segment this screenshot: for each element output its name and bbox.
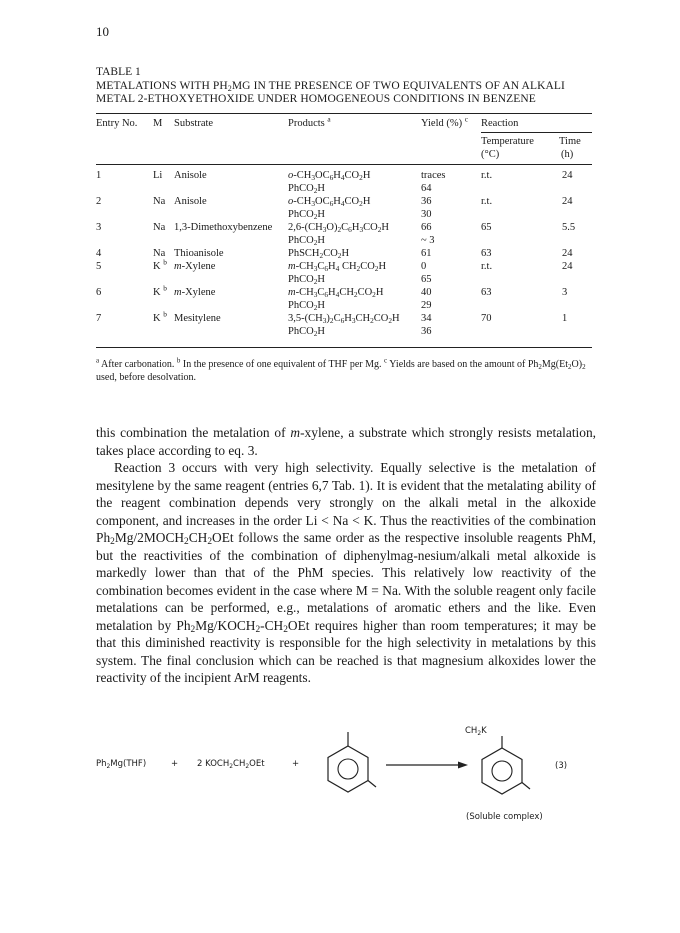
cell-yield: 40: [421, 287, 432, 298]
eq-product-substituent: $CH_2K$: [465, 726, 487, 737]
cell-substrate: 1,3-Dimethoxybenzene: [174, 222, 273, 233]
cell-m: Li: [153, 170, 163, 181]
cell-substrate: Mesitylene: [174, 313, 221, 324]
table-bottom-rule: [96, 347, 592, 348]
header-temperature: Temperature: [481, 136, 534, 147]
cell-substrate: Thioanisole: [174, 248, 224, 259]
cell-yield: 29: [421, 300, 432, 311]
cell-m: Na: [153, 222, 166, 233]
header-time: Time: [559, 136, 581, 147]
cell-temperature: 65: [481, 222, 492, 233]
cell-time: 24: [562, 196, 573, 207]
cell-yield: 30: [421, 209, 432, 220]
eq-reagent-2: 2 $KOCH_2CH_2OEt$: [197, 759, 265, 770]
paragraph-1: this combination the metalation of m-xylene, a substrate which strongly resists metalation, takes place according to eq. 3.: [96, 425, 597, 458]
cell-product: PhCO$_2$H: [288, 209, 325, 221]
header-reaction: Reaction: [481, 118, 519, 129]
cell-yield: 0: [421, 261, 427, 272]
header-time-unit: (h): [561, 149, 574, 160]
cell-product: PhCO$_2$H: [288, 235, 325, 247]
cell-m: K $^b$: [153, 257, 167, 272]
cell-entry: 7: [96, 313, 102, 324]
cell-time: 24: [562, 170, 573, 181]
cell-time: 24: [562, 248, 573, 259]
header-temperature-unit: (°C): [481, 149, 500, 160]
cell-entry: 5: [96, 261, 102, 272]
cell-product: $o-CH_3OC_6H_4CO_2H$: [288, 196, 371, 208]
cell-product: PhCO$_2$H: [288, 300, 325, 312]
cell-entry: 1: [96, 170, 102, 181]
page-number: 10: [96, 24, 109, 39]
cell-yield: 65: [421, 274, 432, 285]
reaction-arrow: [386, 760, 468, 770]
cell-yield: 34: [421, 313, 432, 324]
equation-number: (3): [555, 761, 568, 771]
cell-temperature: r.t.: [481, 261, 493, 272]
cell-temperature: r.t.: [481, 196, 493, 207]
cell-m: Na: [153, 248, 166, 259]
table-footnote: $^a$ After carbonation. $^b$ In the presence of one equivalent of THF per Mg. $^c$ Yields are based on the amount of $Ph_2Mg(Et_2O)_2$ used, before desolvation.: [96, 356, 586, 383]
cell-product: $2,6-(CH_3O)_2C_6H_3CO_2H$: [288, 222, 389, 234]
cell-time: 3: [562, 287, 568, 298]
cell-yield: 66: [421, 222, 432, 233]
m-xylene-structure: [318, 730, 378, 800]
cell-time: 5.5: [562, 222, 576, 233]
cell-substrate: Anisole: [174, 196, 207, 207]
header-products: Products $^a$: [288, 114, 331, 129]
table-caption: METALATIONS WITH $PH_2MG$ IN THE PRESENCE OF TWO EQUIVALENTS OF AN ALKALI METAL 2-ETHOXYETHOXIDE UNDER HOMOGENEOUS CONDITIONS IN BENZENE: [96, 80, 565, 105]
table-top-rule: [96, 113, 592, 114]
cell-yield: 36: [421, 196, 432, 207]
cell-substrate: m-Xylene: [174, 287, 216, 298]
cell-temperature: 70: [481, 313, 492, 324]
cell-entry: 2: [96, 196, 102, 207]
cell-product: $3,5-(CH_3)_2C_6H_3CH_2CO_2H$: [288, 313, 400, 325]
cell-m: K $^b$: [153, 309, 167, 324]
cell-substrate: Anisole: [174, 170, 207, 181]
cell-substrate: m-Xylene: [174, 261, 216, 272]
cell-m: Na: [153, 196, 166, 207]
cell-temperature: r.t.: [481, 170, 493, 181]
cell-temperature: 63: [481, 248, 492, 259]
header-m: M: [153, 118, 163, 129]
cell-entry: 3: [96, 222, 102, 233]
cell-time: 1: [562, 313, 568, 324]
cell-product: PhCO$_2$H: [288, 274, 325, 286]
eq-product-note: (Soluble complex): [466, 812, 543, 822]
header-yield: Yield (%) $^c$: [421, 114, 469, 129]
header-entry: Entry No.: [96, 118, 138, 129]
cell-yield: ~ 3: [421, 235, 435, 246]
paragraph-2: Reaction 3 occurs with very high selectivity. Equally selective is the metalation of mesitylene by the same reagent (entries 6,7 Tab. 1). It is evident that the metalating ability of the reagent combination depends very strongly on the alkali metal in the alkoxide component, and increases in the order Li < Na < K. Thus the reactivities of the combination $Ph_2Mg/2MOCH_2CH_2OEt$ follows the same order as the respective insoluble reagents PhM, but the reactivities of the combination of diphenylmag-nesium/alkali metal alkoxide is markedly lower than that of the PhM species. This relatively low reactivity of the combination becomes evident in the case where M = Na. With the soluble reagent only facile metalations can be performed, e.g., metalations of aromatic ethers and the like. Even metalation by $Ph_2Mg/KOCH_2-CH_2OEt$ requires higher than room temperatures; it may be that this diminished reactivity is responsible for the high selectivity in metalations by this system. The final conclusion which can be reached is that magnesium alkoxides lower the reactivity of the incipient ArM reagents.: [96, 460, 596, 685]
cell-temperature: 63: [481, 287, 492, 298]
eq-reagent-1: $Ph_2Mg(THF)$: [96, 759, 147, 770]
cell-product: PhCO$_2$H: [288, 183, 325, 195]
table-label: TABLE 1: [96, 66, 141, 78]
cell-time: 24: [562, 261, 573, 272]
reaction-subrule: [481, 132, 592, 133]
cell-entry: 4: [96, 248, 102, 259]
cell-yield: 36: [421, 326, 432, 337]
eq-plus-2: +: [292, 759, 300, 769]
cell-product: $m-CH_3C_6H_4CH_2CO_2H$: [288, 287, 384, 299]
header-substrate: Substrate: [174, 118, 214, 129]
cell-product: $m-CH_3C_6H_4$ $CH_2CO_2H$: [288, 261, 387, 273]
cell-yield: 64: [421, 183, 432, 194]
cell-m: K $^b$: [153, 283, 167, 298]
cell-entry: 6: [96, 287, 102, 298]
cell-product: $PhSCH_2CO_2H$: [288, 248, 350, 260]
product-structure: [472, 736, 532, 802]
cell-product: $o-CH_3OC_6H_4CO_2H$: [288, 170, 371, 182]
table-header-rule: [96, 164, 592, 165]
cell-yield: traces: [421, 170, 446, 181]
cell-product: PhCO$_2$H: [288, 326, 325, 338]
eq-plus-1: +: [171, 759, 179, 769]
cell-yield: 61: [421, 248, 432, 259]
